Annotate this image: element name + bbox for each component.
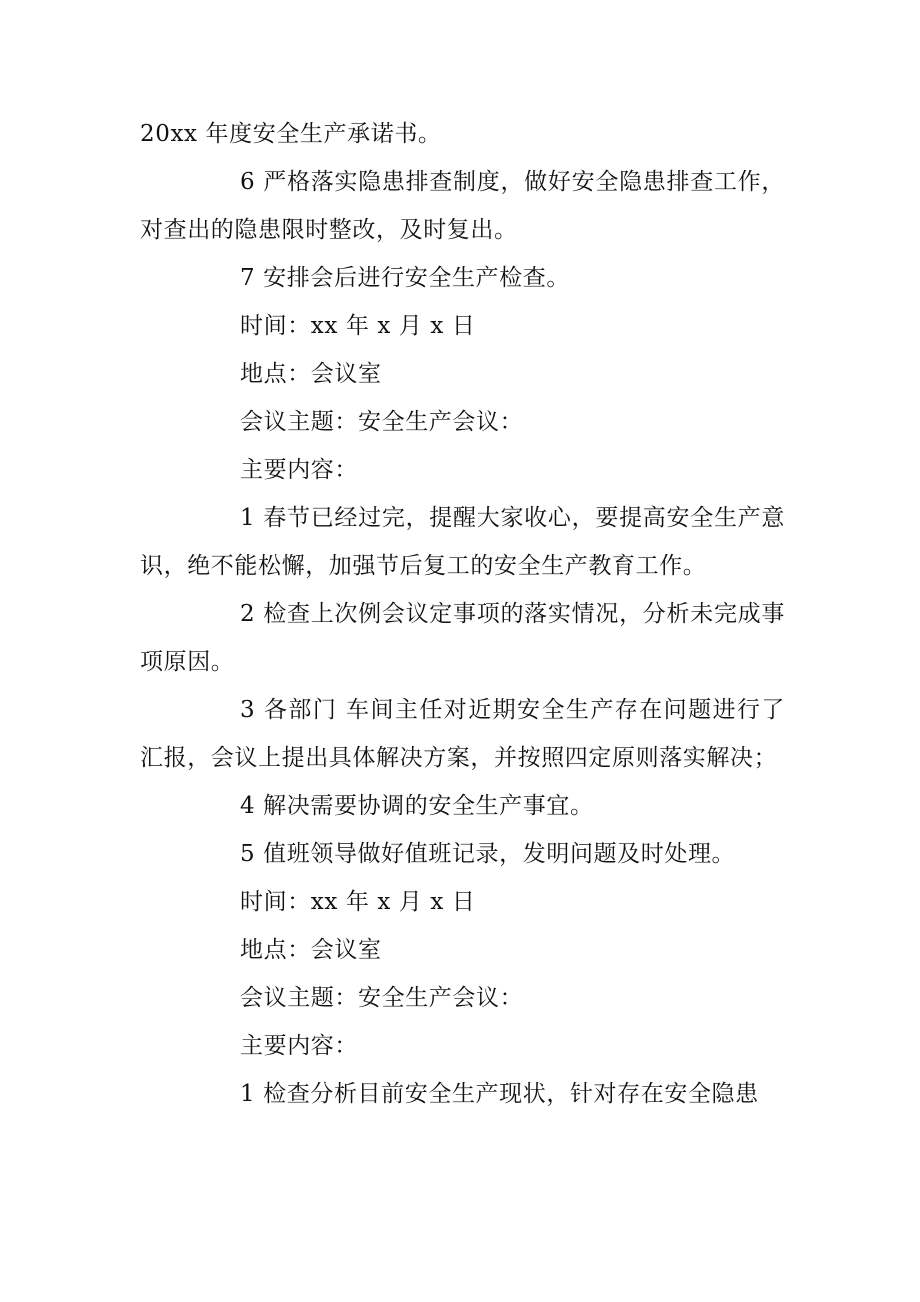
meeting-topic: 会议主题：安全生产会议：	[240, 409, 524, 435]
main-content-heading-2: 主要内容：	[240, 1033, 358, 1059]
paragraph-item-2: 2 检查上次例会议定事项的落实情况，分析未完成事项原因。	[140, 601, 785, 675]
meeting-topic-2: 会议主题：安全生产会议：	[240, 985, 524, 1011]
paragraph-item-1: 1 春节已经过完，提醒大家收心，要提高安全生产意识，绝不能松懈，加强节后复工的安全生产教育工作。	[140, 505, 785, 579]
paragraph-item-1-second: 1 检查分析目前安全生产现状，针对存在安全隐患	[240, 1081, 759, 1107]
meeting-location-2: 地点：会议室	[240, 937, 382, 963]
paragraph-item-4: 4 解决需要协调的安全生产事宜。	[240, 793, 594, 819]
paragraph-item-6: 6 严格落实隐患排查制度，做好安全隐患排查工作，对查出的隐患限时整改，及时复出。	[140, 169, 785, 243]
paragraph-commitment-line: 20xx 年度安全生产承诺书。	[140, 121, 442, 147]
paragraph-item-3: 3 各部门 车间主任对近期安全生产存在问题进行了汇报，会议上提出具体解决方案，并按照四定原则落实解决；	[140, 697, 785, 771]
paragraph-item-5: 5 值班领导做好值班记录，发明问题及时处理。	[240, 841, 736, 867]
document-body	[140, 110, 785, 1118]
meeting-location: 地点：会议室	[240, 361, 382, 387]
paragraph-item-7: 7 安排会后进行安全生产检查。	[240, 265, 570, 291]
meeting-time-2: 时间：xx 年 x 月 x 日	[240, 889, 476, 915]
meeting-time: 时间：xx 年 x 月 x 日	[240, 313, 476, 339]
main-content-heading: 主要内容：	[240, 457, 358, 483]
